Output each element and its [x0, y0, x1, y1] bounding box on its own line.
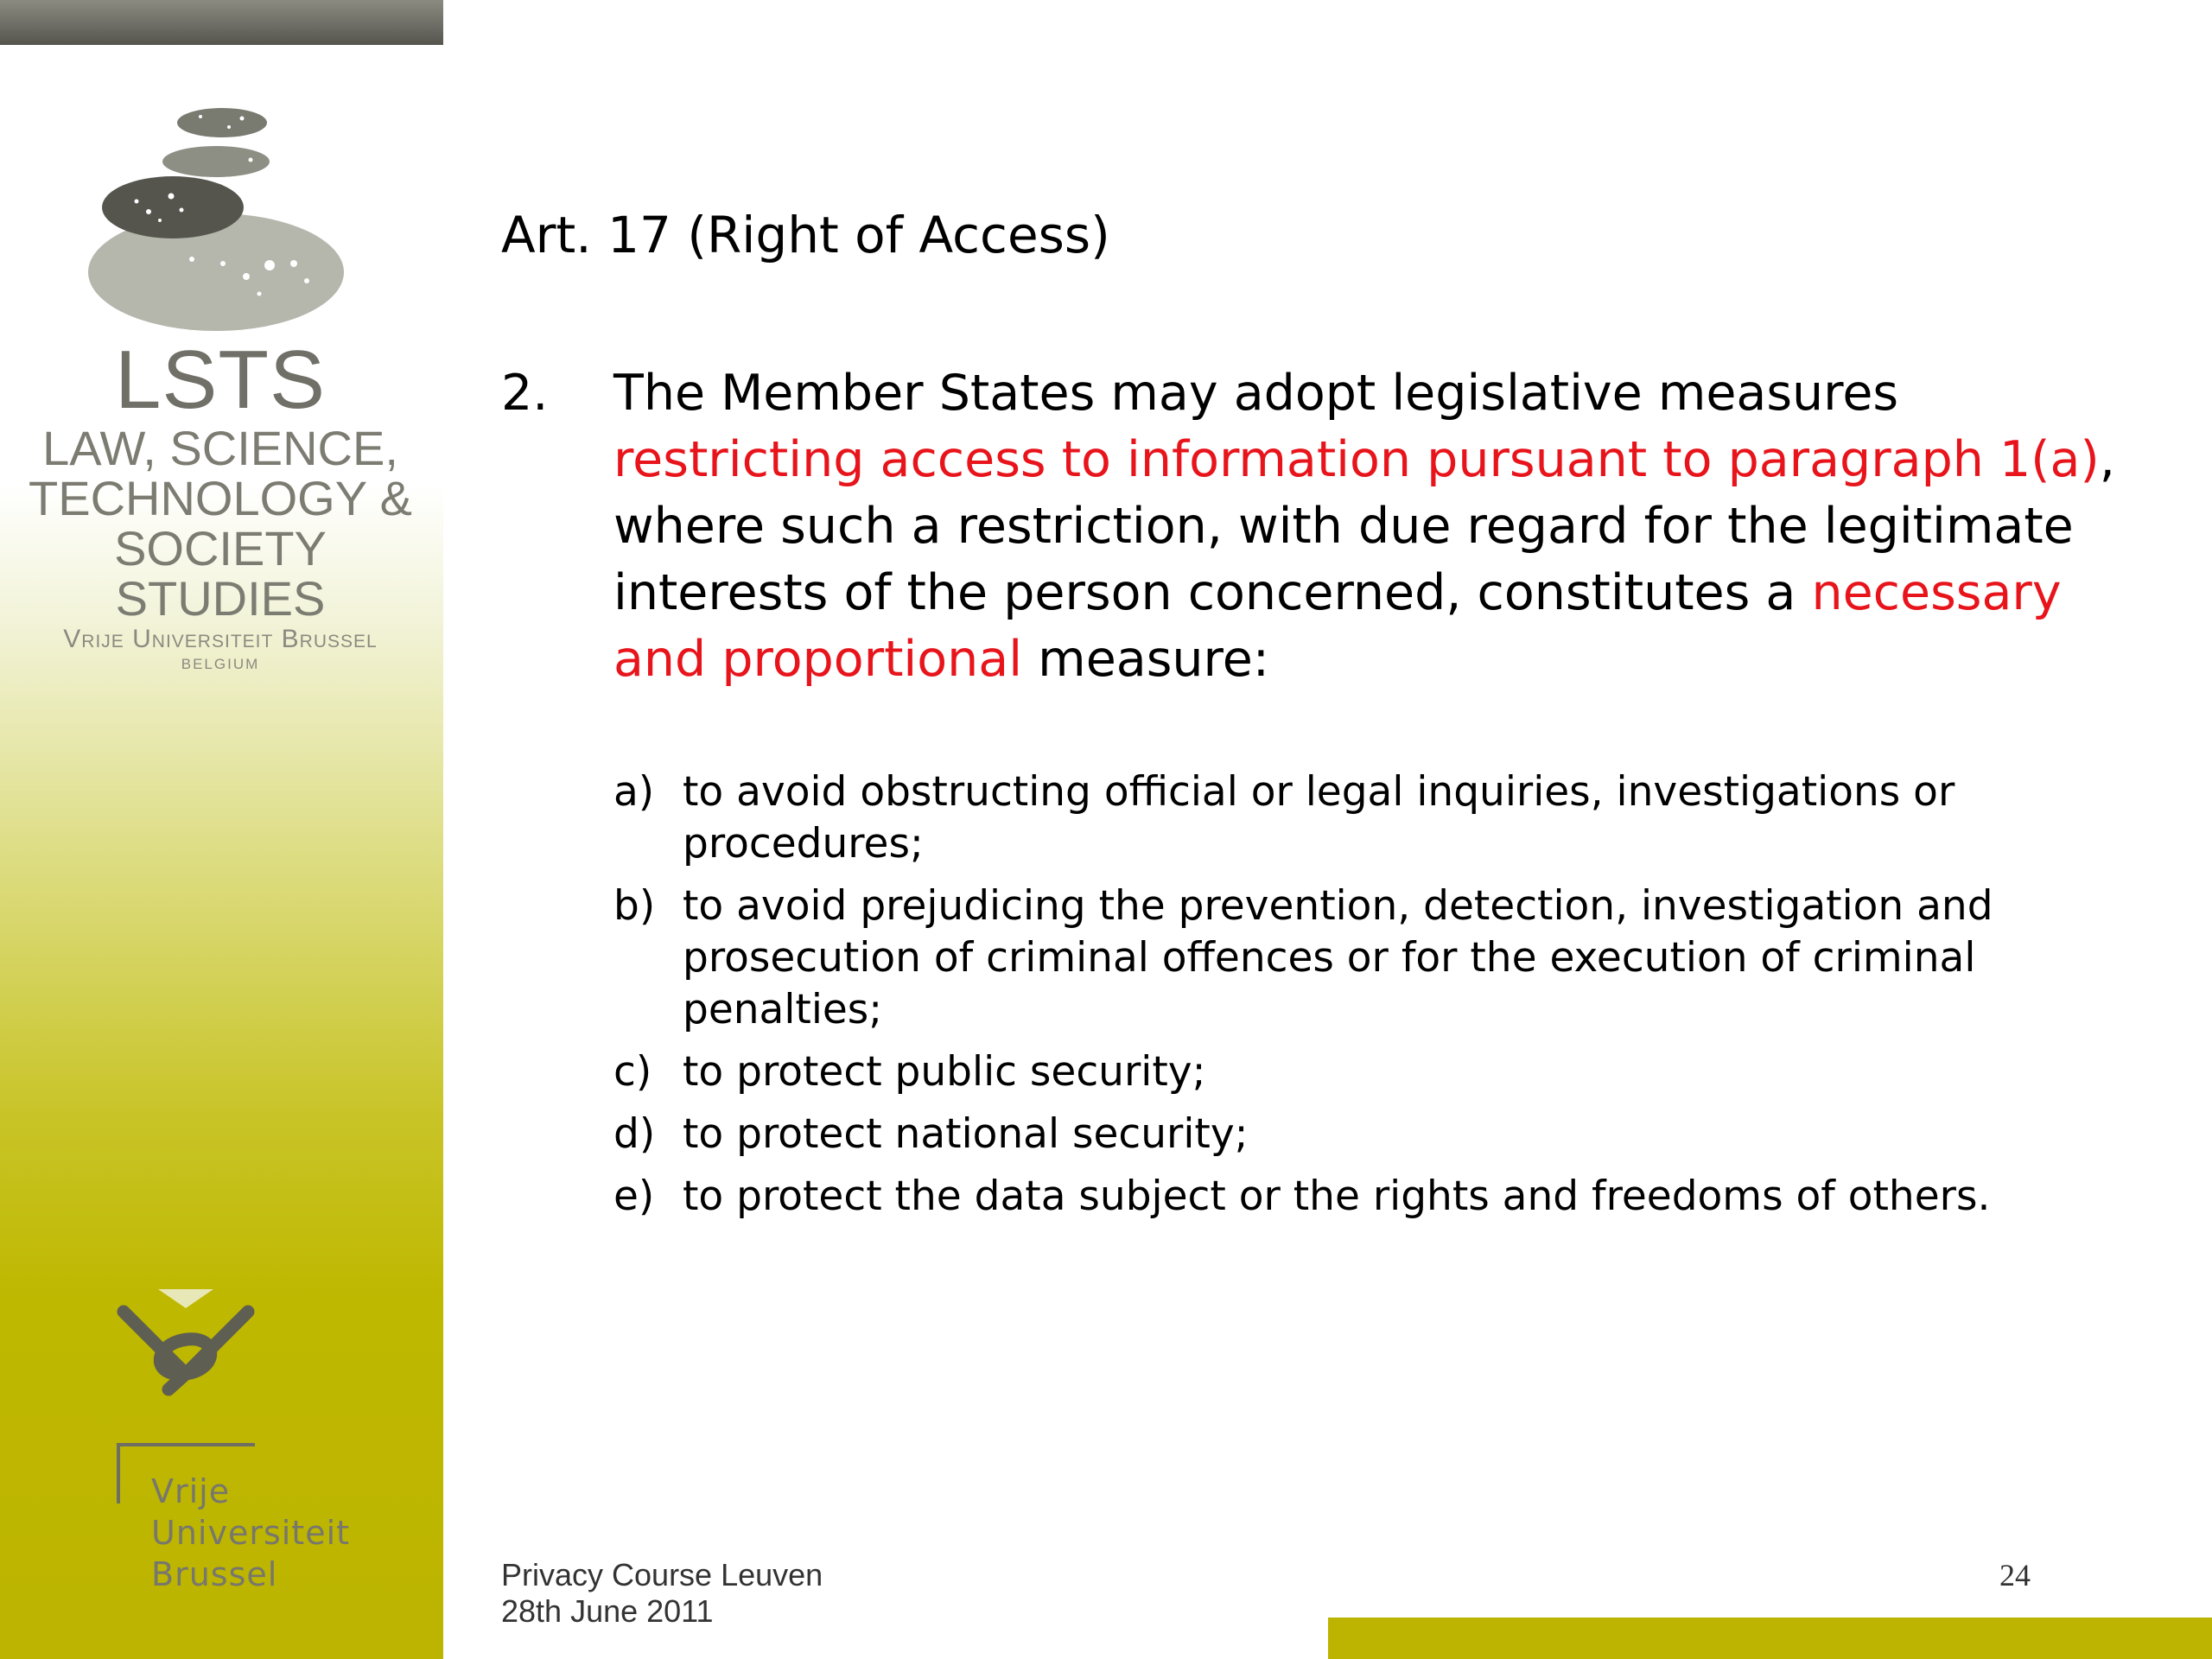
vub-logo-text	[151, 1471, 350, 1595]
vub-logo-line: Brussel	[151, 1555, 278, 1593]
sub-item-text: to avoid prejudicing the prevention, detection, investigation and prosecution of criminal offences or for the execution of criminal penalties;	[683, 882, 1993, 1033]
vub-emblem-icon	[117, 1287, 255, 1404]
vub-logo-line: Universiteit	[151, 1514, 351, 1552]
sub-item-text: to protect public security;	[683, 1048, 1206, 1096]
sub-list-item	[613, 1171, 2134, 1223]
sub-item-label: c)	[613, 1048, 652, 1096]
sub-list-item	[613, 880, 2134, 1036]
sidebar	[0, 0, 443, 1659]
slide-title: Art. 17 (Right of Access)	[501, 206, 1110, 264]
sub-item-label: a)	[613, 768, 655, 816]
sub-item-label: e)	[613, 1173, 655, 1220]
sub-item-text: to avoid obstructing official or legal inquiries, investigations or procedures;	[683, 768, 1955, 868]
main-item-highlight: necessary and proportional	[613, 564, 2062, 688]
sub-list	[613, 766, 2134, 1233]
lsts-logo-line: LAW, SCIENCE,	[42, 421, 398, 475]
lsts-logo-country: BELGIUM	[181, 656, 260, 672]
sub-list-item	[613, 1046, 2134, 1098]
sub-item-text: to protect national security;	[683, 1110, 1249, 1158]
main-item-segment: The Member States may adopt legislative measures	[613, 365, 1899, 422]
footer-info	[501, 1557, 823, 1630]
main-item-segment: measure:	[1022, 631, 1269, 688]
sub-item-text: to protect the data subject or the rights and freedoms of others.	[683, 1173, 1991, 1220]
main-item-segment: , where such a restriction, with due regard for the legitimate interests of the person concerned, constitutes a	[613, 431, 2115, 621]
footer-accent-bar	[1328, 1618, 2212, 1659]
stones-logo-icon	[86, 99, 354, 333]
footer-course: Privacy Course Leuven	[501, 1557, 823, 1592]
footer-date: 28th June 2011	[501, 1593, 714, 1629]
lsts-logo	[17, 334, 423, 674]
lsts-logo-title: LSTS	[114, 334, 327, 426]
sidebar-top-bar	[0, 0, 443, 45]
main-item-number: 2.	[501, 365, 549, 422]
lsts-logo-university: Vrije Universiteit Brussel	[63, 625, 378, 653]
main-item-text	[613, 360, 2143, 693]
sub-list-item	[613, 766, 2134, 870]
vub-logo-line: Vrije	[151, 1472, 231, 1510]
sub-item-label: b)	[613, 882, 656, 930]
lsts-logo-line: SOCIETY STUDIES	[114, 521, 327, 626]
sub-item-label: d)	[613, 1110, 656, 1158]
sub-list-item	[613, 1109, 2134, 1160]
page-number: 24	[1999, 1558, 2031, 1592]
lsts-logo-line: TECHNOLOGY &	[29, 471, 412, 525]
main-item-highlight: restricting access to information pursuant to paragraph 1(a)	[613, 431, 2100, 488]
